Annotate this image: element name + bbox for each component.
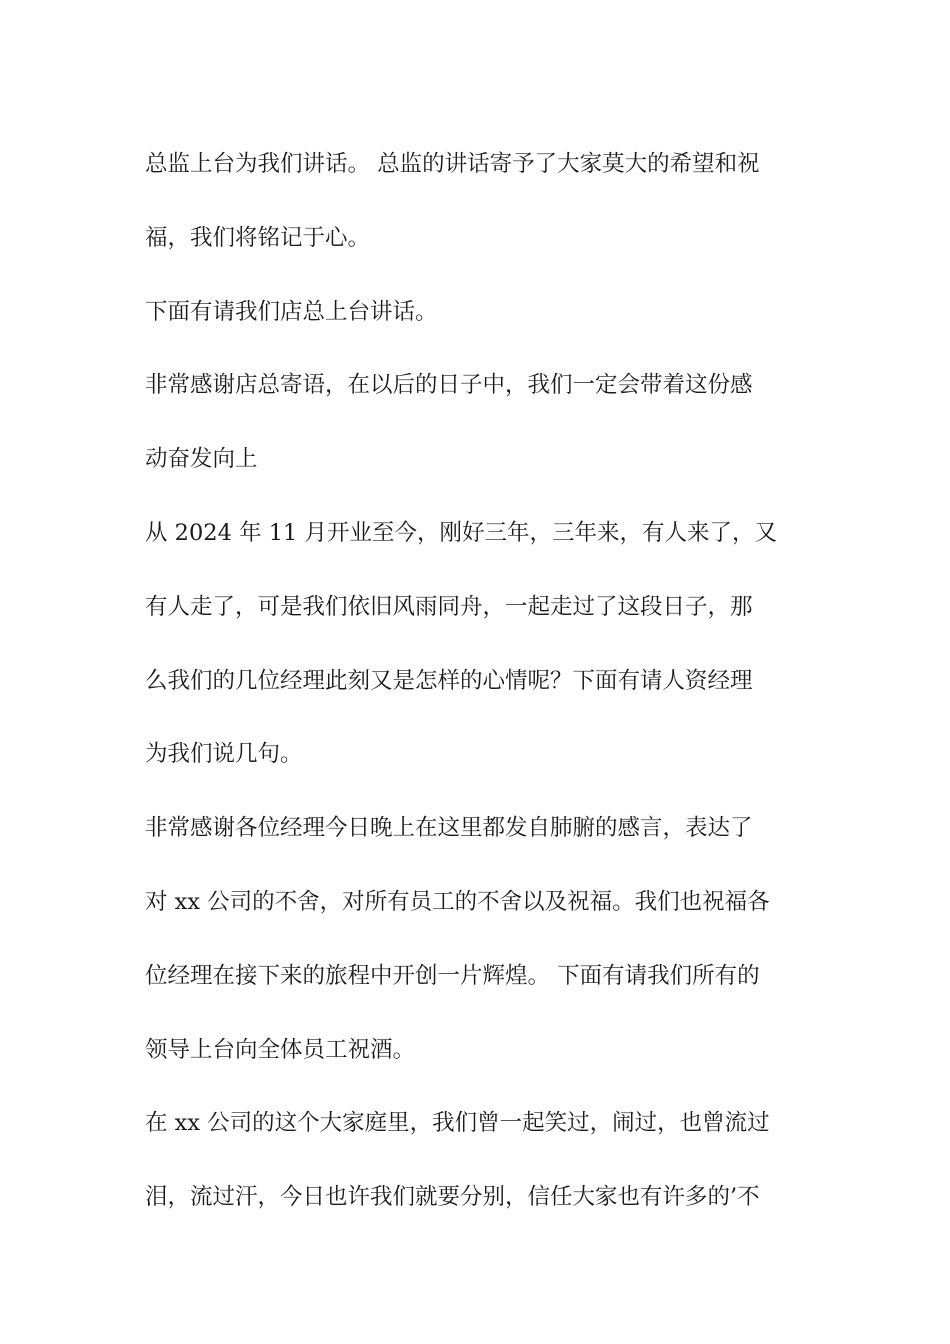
text-line: 为我们说几句。 — [145, 741, 303, 768]
paragraph-three-years — [145, 497, 810, 792]
text-line: 位经理在接下来的旅程中开创一片辉煌。 下面有请我们所有的 — [145, 962, 760, 989]
text-line: 下面有请我们店总上台讲话。 — [145, 298, 438, 325]
document-body — [145, 128, 810, 1235]
paragraph-store-manager-invite — [145, 276, 810, 350]
text-line: 非常感谢各位经理今日晚上在这里都发自肺腑的感言，表达了 — [145, 815, 753, 842]
text-line: 对 xx 公司的不舍，对所有员工的不舍以及祝福。我们也祝福各 — [145, 888, 770, 915]
text-line: 总监上台为我们讲话。 总监的讲话寄予了大家莫大的希望和祝 — [145, 151, 760, 177]
paragraph-thanks-managers — [145, 792, 810, 1087]
text-line: 动奋发向上 — [145, 446, 258, 473]
text-line: 从 2024 年 11 月开业至今，刚好三年，三年来，有人来了，又 — [145, 519, 778, 546]
text-line: 泪，流过汗，今日也许我们就要分别，信任大家也有许多的’不 — [145, 1184, 760, 1211]
text-line: 么我们的几位经理此刻又是怎样的心情呢？下面有请人资经理 — [145, 667, 753, 694]
text-line: 领导上台向全体员工祝酒。 — [145, 1036, 416, 1063]
paragraph-big-family — [145, 1087, 810, 1235]
paragraph-director-speech — [145, 128, 810, 276]
paragraph-thanks-store-manager — [145, 349, 810, 497]
text-line: 非常感谢店总寄语，在以后的日子中，我们一定会带着这份感 — [145, 372, 753, 399]
text-line: 福，我们将铭记于心。 — [145, 224, 371, 251]
text-line: 在 xx 公司的这个大家庭里，我们曾一起笑过，闹过，也曾流过 — [145, 1110, 770, 1137]
text-line: 有人走了，可是我们依旧风雨同舟，一起走过了这段日子，那 — [145, 593, 753, 620]
